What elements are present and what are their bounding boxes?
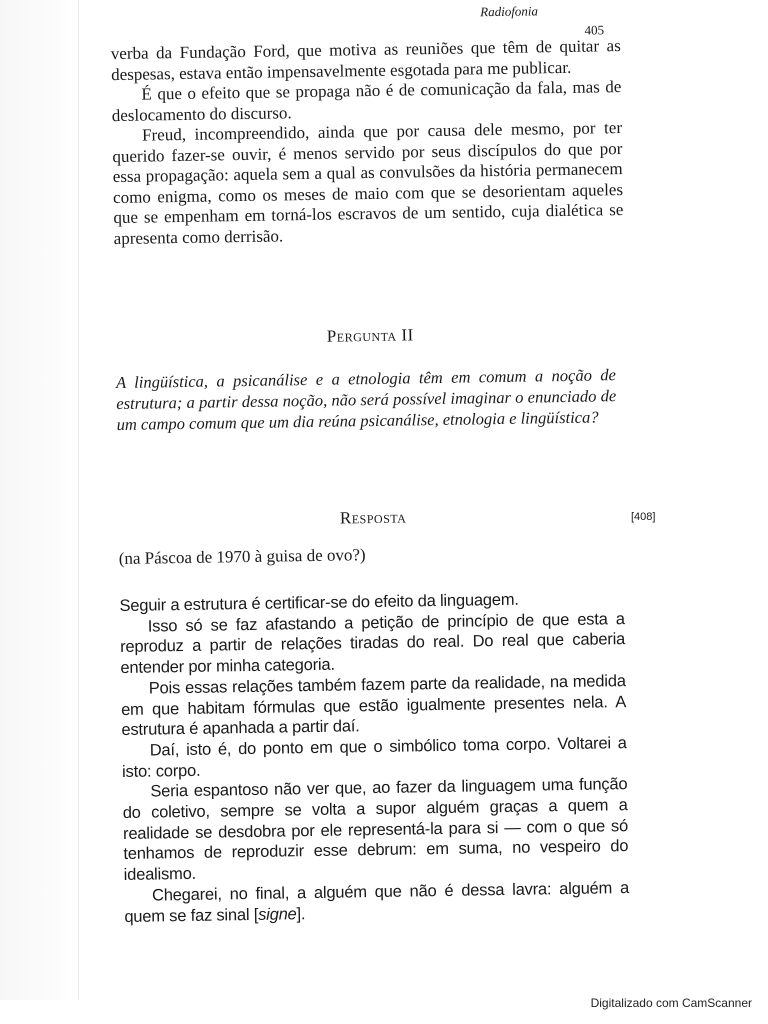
- answer-paragraph: Isso só se faz afastando a petição de princípio de que esta a reproduz a partir de relações tiradas do real. Do real que caberia entender por minha categoria.: [119, 609, 626, 678]
- paragraph-effect: É que o efeito que se propaga não é de comunicação da fala, mas de deslocamento do discurso.: [111, 77, 622, 125]
- page-number: 405: [584, 22, 605, 38]
- question-heading: Pergunta II: [326, 325, 414, 346]
- scan-left-shadow: [0, 0, 80, 1000]
- answer-paragraph: Seria espantoso não ver que, ao fazer da linguagem uma função do coletivo, sempre se volta a supor alguém graças a quem a realidade se desdobra por ele representá-la para si — com o que só tenhamos de reproduzir esse debrum: em suma, no vespeiro do idealismo.: [122, 775, 629, 885]
- top-text-block: [111, 36, 624, 249]
- question-text: A lingüística, a psicanálise e a etnologia têm em comum a noção de estrutura; a partir dessa noção, não será possível imaginar o enunciado de um campo comum que um dia reúna psicanálise, etnologia e lingüística?: [115, 365, 617, 435]
- paragraph-freud: Freud, incompreendido, ainda que por causa dele mesmo, por ter querido fazer-se ouvir, é menos servido por seus discípulos do que por essa propagação: aquela sem a qual as convulsões da história permanecem como enigma, como os meses de maio com que se desorientam aqueles que se empenham em torná-los escravos de um sentido, cuja dialética se apresenta como derrisão.: [112, 118, 624, 248]
- margin-reference: [408]: [631, 511, 656, 523]
- answer-text-block: [119, 588, 629, 927]
- book-page: [110, 0, 646, 1004]
- scanner-watermark: Digitalizado com CamScanner: [590, 996, 752, 1010]
- answer-paragraph: Daí, isto é, do ponto em que o simbólico toma corpo. Voltarei a isto: corpo.: [121, 733, 627, 781]
- final-text-after: ].: [296, 904, 306, 923]
- page-edge: [78, 0, 79, 1000]
- final-text-before: Chegarei, no final, a alguém que não é dessa lavra: alguém a quem se faz sinal [: [124, 878, 630, 926]
- answer-heading: Resposta: [339, 507, 407, 528]
- paragraph-continuation: verba da Fundação Ford, que motiva as reuniões que têm de quitar as despesas, estava então impensavelmente esgotada para me publicar.: [110, 36, 621, 84]
- running-head: Radiofonia: [480, 3, 539, 20]
- final-emphasis: signe: [257, 904, 297, 924]
- answer-paragraph: Seguir a estrutura é certificar-se do efeito da linguagem.: [119, 590, 519, 616]
- answer-paragraph-final: [124, 878, 630, 927]
- answer-paragraph: Pois essas relações também fazem parte da realidade, na medida em que habitam fórmulas que estão igualmente presentes nela. A estrutura é apanhada a partir daí.: [120, 671, 627, 740]
- answer-subtitle: (na Páscoa de 1970 à guisa de ovo?): [118, 545, 366, 569]
